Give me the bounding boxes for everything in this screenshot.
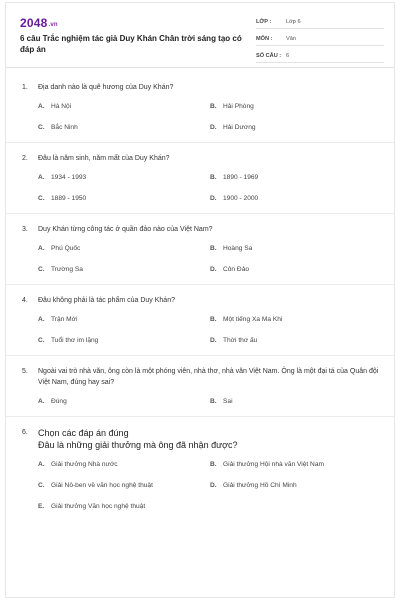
question-header <box>22 427 382 451</box>
option-text: Hà Nội <box>51 103 72 110</box>
question-header <box>22 366 382 388</box>
option-text: Một tiếng Xa Ma Khi <box>223 316 283 323</box>
page-title: 6 câu Trắc nghiệm tác giả Duy Khán Chân trời sáng tạo có đáp án <box>20 34 242 54</box>
question-number: 3. <box>22 226 28 233</box>
option-letter: D. <box>210 124 217 131</box>
answer-options <box>38 102 382 132</box>
option-text: 1900 - 2000 <box>223 195 259 202</box>
option-text: Côn Đảo <box>223 266 250 273</box>
answer-option[interactable] <box>38 397 210 406</box>
meta-row-count <box>256 49 384 63</box>
question-text: Đâu là năm sinh, năm mất của Duy Khán? <box>38 155 170 162</box>
option-letter: A. <box>38 245 45 252</box>
answer-option[interactable] <box>210 460 382 469</box>
option-text: Giải thưởng Văn học nghệ thuật <box>51 503 146 510</box>
option-letter: C. <box>38 482 45 489</box>
option-letter: C. <box>38 195 45 202</box>
question-divider <box>6 284 394 285</box>
question-text: Duy Khán từng công tác ở quần đảo nào của Việt Nam? <box>38 226 213 233</box>
option-letter: D. <box>210 195 217 202</box>
answer-options <box>38 460 382 511</box>
option-letter: D. <box>210 482 217 489</box>
answer-option[interactable] <box>38 265 210 274</box>
answer-option[interactable] <box>210 336 382 345</box>
answer-option[interactable] <box>210 244 382 253</box>
option-letter: A. <box>38 398 45 405</box>
option-letter: C. <box>38 266 45 273</box>
answer-option[interactable] <box>38 481 210 490</box>
question-text: Đâu không phải là tác phẩm của Duy Khán? <box>38 297 175 304</box>
question-text: Địa danh nào là quê hương của Duy Khán? <box>38 84 174 91</box>
option-letter: B. <box>210 245 217 252</box>
question-3 <box>22 224 382 274</box>
worksheet-header <box>6 3 394 68</box>
option-text: Hoàng Sa <box>223 245 253 252</box>
option-letter: B. <box>210 316 217 323</box>
answer-option[interactable] <box>210 173 382 182</box>
option-letter: B. <box>210 103 217 110</box>
meta-value: 6 <box>286 52 290 59</box>
option-letter: B. <box>210 174 217 181</box>
answer-option[interactable] <box>210 397 382 406</box>
option-letter: B. <box>210 398 217 405</box>
question-header <box>22 224 382 235</box>
answer-options <box>38 315 382 345</box>
option-text: 1890 - 1969 <box>223 174 259 181</box>
option-letter: C. <box>38 124 45 131</box>
logo-suffix: .vn <box>48 22 58 28</box>
answer-option[interactable] <box>38 123 210 132</box>
question-header <box>22 153 382 164</box>
question-2 <box>22 153 382 203</box>
answer-option[interactable] <box>38 173 210 182</box>
answer-option[interactable] <box>38 502 210 511</box>
option-text: Trường Sa <box>51 266 83 273</box>
answer-option[interactable] <box>210 102 382 111</box>
option-text: Sai <box>223 398 233 405</box>
option-letter: A. <box>38 461 45 468</box>
answer-option[interactable] <box>210 481 382 490</box>
option-text: Phú Quốc <box>51 245 81 252</box>
question-number: 4. <box>22 297 28 304</box>
question-number: 1. <box>22 84 28 91</box>
worksheet-page <box>5 2 395 598</box>
logo-text: 2048 <box>20 16 48 30</box>
question-6 <box>22 427 382 511</box>
option-text: Đúng <box>51 398 67 405</box>
option-text: Hải Dương <box>223 124 256 131</box>
question-divider <box>6 416 394 417</box>
meta-value: Lớp 6 <box>286 18 301 25</box>
answer-options <box>38 244 382 274</box>
meta-value: Văn <box>286 35 296 42</box>
meta-label: MÔN : <box>256 35 273 42</box>
option-text: Giải thưởng Hội nhà văn Việt Nam <box>223 461 324 468</box>
question-4 <box>22 295 382 345</box>
option-text: Hải Phòng <box>223 103 254 110</box>
meta-label: LỚP : <box>256 18 272 25</box>
option-text: Trận Mới <box>51 316 78 323</box>
question-header <box>22 82 382 93</box>
option-text: Tuổi thơ im lặng <box>51 337 99 344</box>
option-letter: B. <box>210 461 217 468</box>
question-divider <box>6 355 394 356</box>
option-letter: E. <box>38 503 45 510</box>
question-number: 6. <box>22 429 28 436</box>
option-text: Bắc Ninh <box>51 124 78 131</box>
question-text: Chọn các đáp án đúng Đâu là những giải thưởng mà ông đã nhận được? <box>38 428 238 450</box>
question-list <box>6 68 394 511</box>
answer-options <box>38 397 382 406</box>
question-divider <box>6 142 394 143</box>
question-divider <box>6 213 394 214</box>
option-letter: D. <box>210 266 217 273</box>
answer-option[interactable] <box>210 123 382 132</box>
option-letter: A. <box>38 174 45 181</box>
option-text: Giải thưởng Nhà nước <box>51 461 118 468</box>
option-letter: A. <box>38 103 45 110</box>
answer-option[interactable] <box>38 244 210 253</box>
site-logo[interactable] <box>20 16 58 30</box>
answer-option[interactable] <box>210 194 382 203</box>
meta-info <box>256 15 384 66</box>
answer-option[interactable] <box>38 102 210 111</box>
answer-option[interactable] <box>38 460 210 469</box>
answer-options <box>38 173 382 203</box>
answer-option[interactable] <box>38 315 210 324</box>
option-text: Thời thơ ấu <box>223 337 258 344</box>
option-text: 1889 - 1950 <box>51 195 87 202</box>
meta-row-subject <box>256 32 384 46</box>
answer-option[interactable] <box>210 265 382 274</box>
question-5 <box>22 366 382 406</box>
option-letter: D. <box>210 337 217 344</box>
question-1 <box>22 82 382 132</box>
answer-option[interactable] <box>210 315 382 324</box>
option-text: 1934 - 1993 <box>51 174 87 181</box>
question-text: Ngoài vai trò nhà văn, ông còn là một phóng viên, nhà thơ, nhà văn Việt Nam. Ông là một đại tá của Quân đội Việt Nam, đúng hay sai? <box>38 368 379 386</box>
answer-option[interactable] <box>38 194 210 203</box>
option-letter: C. <box>38 337 45 344</box>
question-header <box>22 295 382 306</box>
meta-row-class <box>256 15 384 29</box>
question-number: 5. <box>22 368 28 375</box>
answer-option[interactable] <box>38 336 210 345</box>
option-text: Giải Nô-ben về văn học nghệ thuật <box>51 482 153 489</box>
option-text: Giải thưởng Hồ Chí Minh <box>223 482 297 489</box>
option-letter: A. <box>38 316 45 323</box>
meta-label: SỐ CÂU : <box>256 52 282 59</box>
question-number: 2. <box>22 155 28 162</box>
